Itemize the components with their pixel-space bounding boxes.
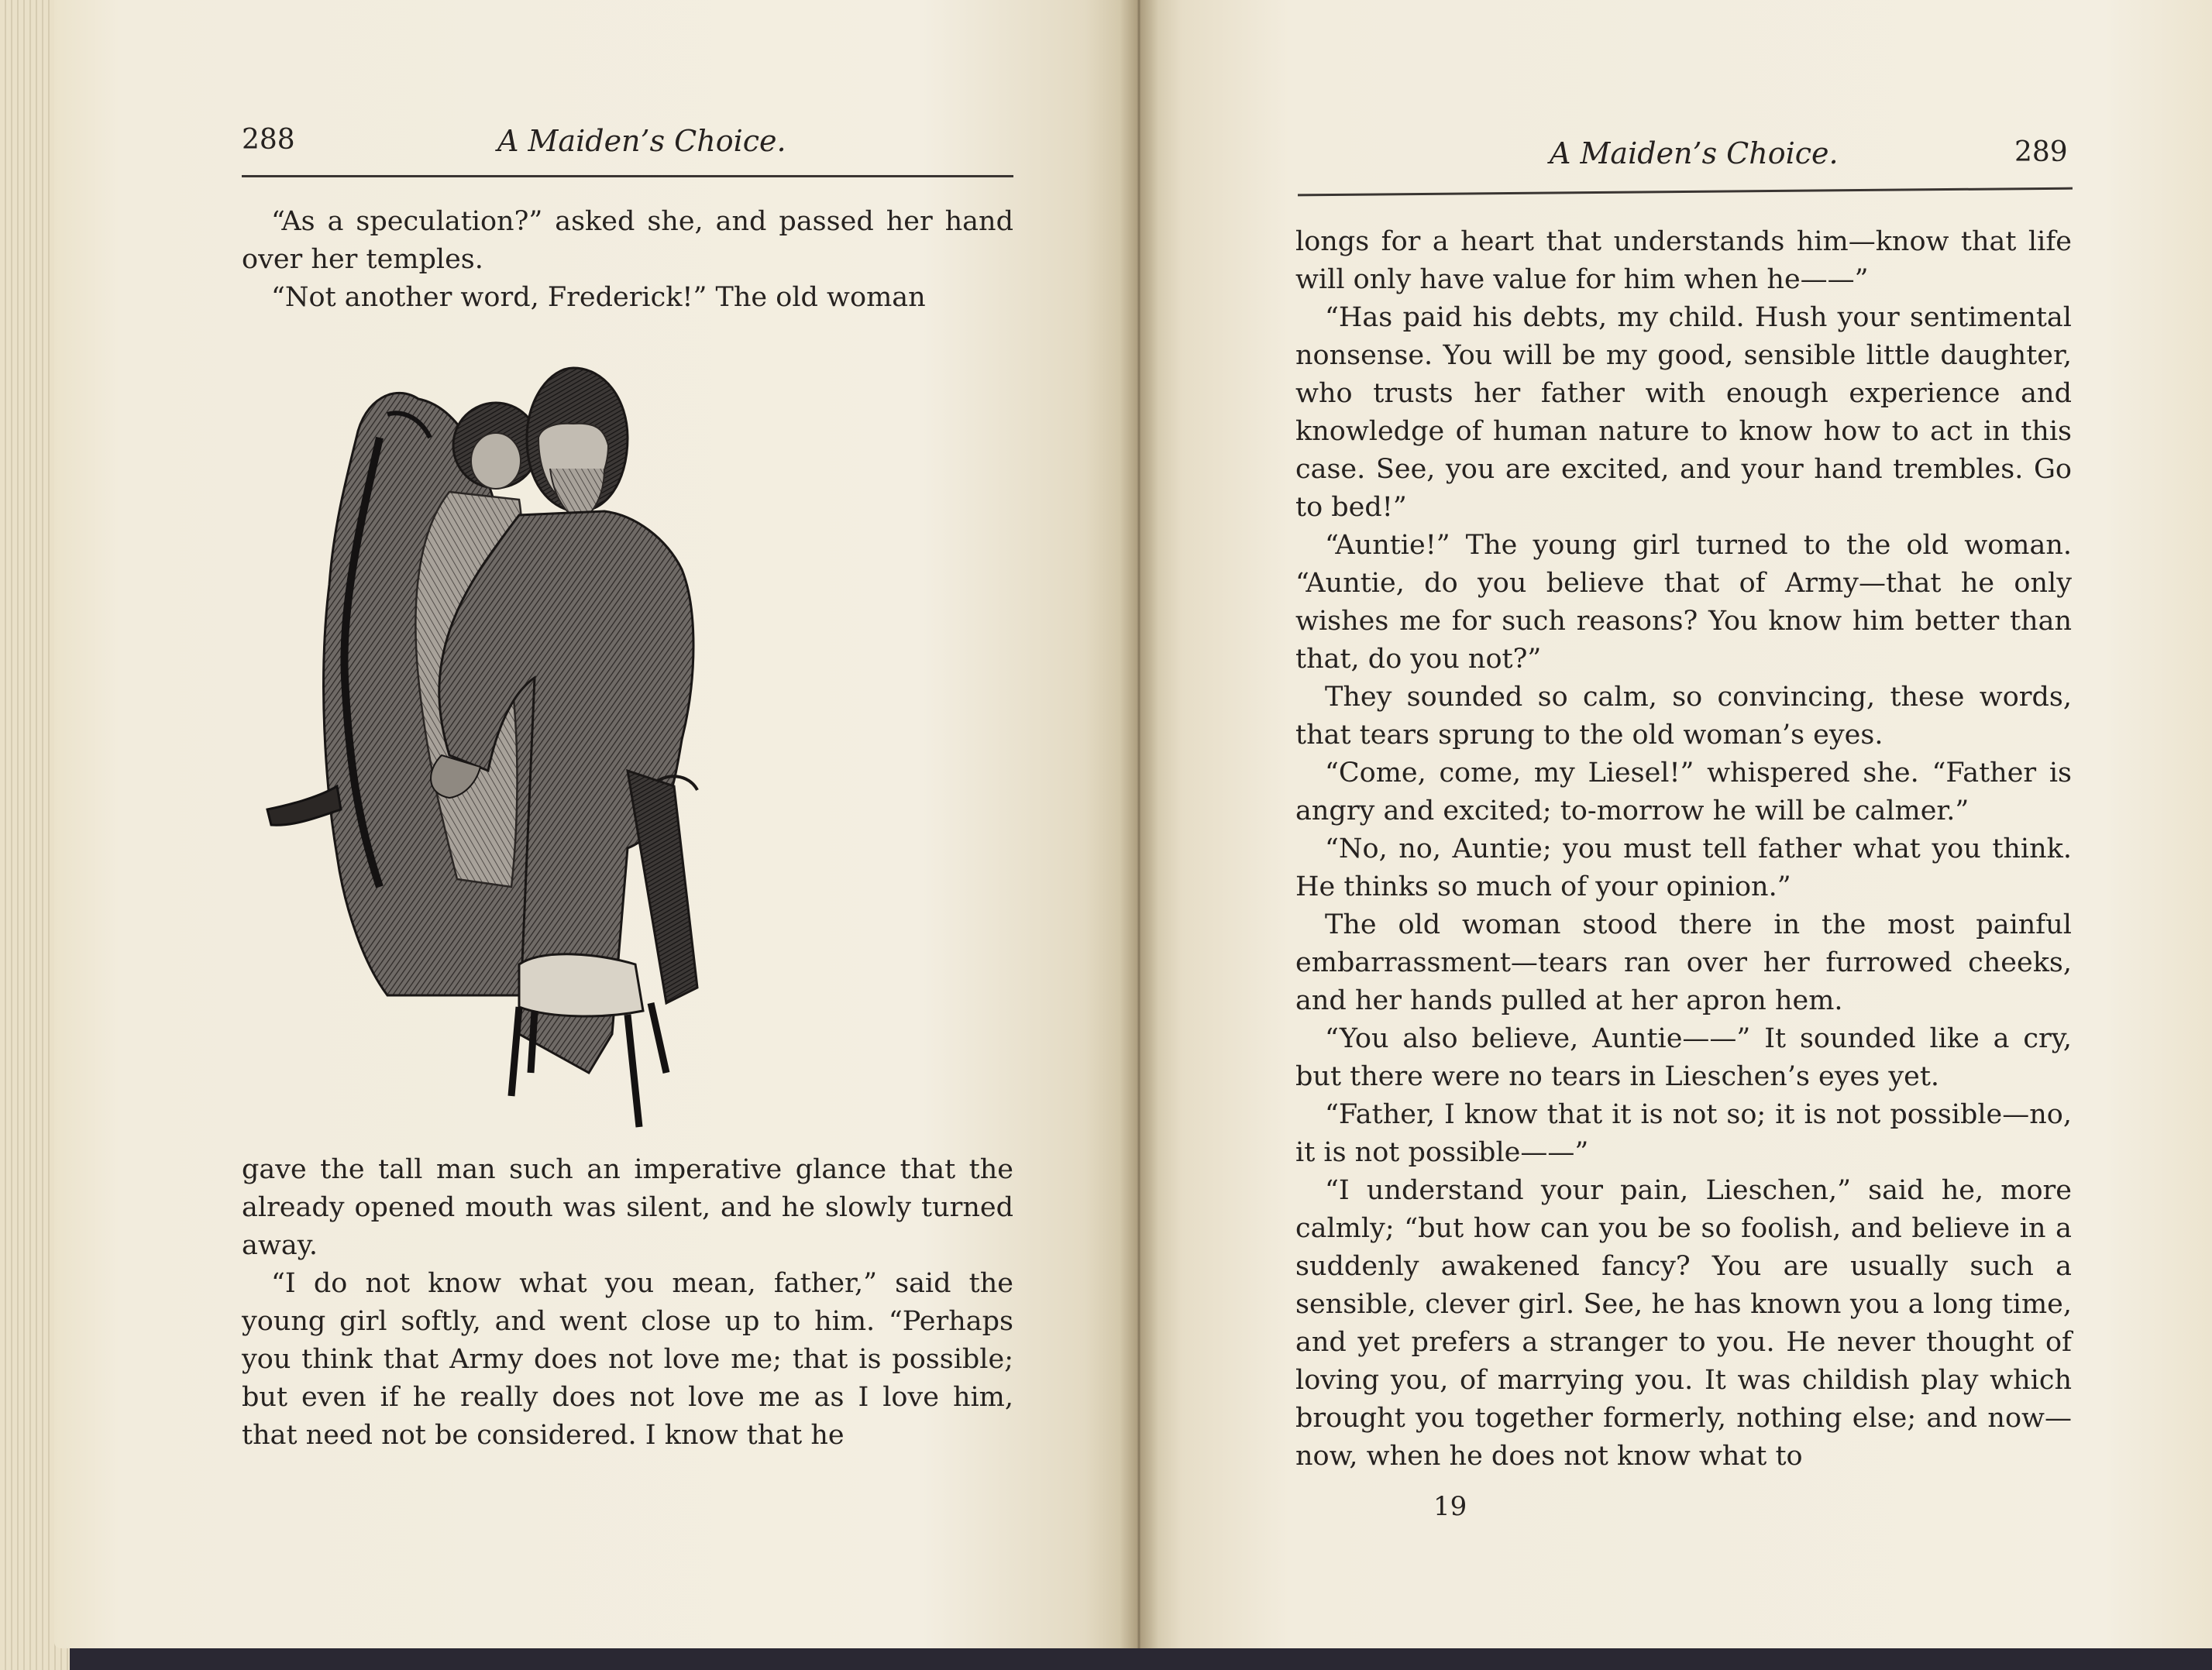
paragraph: “Auntie!” The young girl turned to the old woman. “Auntie, do you believe that of Army—that he only wishes me for such reasons? You know him better than that, do you not?” (1295, 530, 2072, 675)
left-running-title: A Maiden’s Choice. (497, 124, 786, 158)
right-text (1295, 223, 2072, 1476)
book-gutter (1120, 0, 1158, 1648)
signature-mark: 19 (1433, 1491, 1467, 1522)
paragraph: “Come, come, my Liesel!” whispered she. “Father is angry and excited; to-morrow he will be calmer.” (1295, 758, 2072, 826)
paragraph: “Not another word, Frederick!” The old woman (271, 282, 926, 313)
left-head-rule (242, 175, 1013, 177)
paragraph: “As a speculation?” asked she, and passed her hand over her temples. (242, 206, 1013, 275)
paragraph: The old woman stood there in the most painful embarrassment—tears ran over her furrowed cheeks, and her hands pulled at her apron hem. (1295, 909, 2072, 1016)
paragraph: “You also believe, Auntie——” It sounded like a cry, but there were no tears in Lieschen’s eyes yet. (1295, 1023, 2072, 1092)
paragraph: “Father, I know that it is not so; it is not possible—no, it is not possible——” (1295, 1099, 2072, 1168)
left-page-number: 288 (242, 124, 295, 156)
right-running-title: A Maiden’s Choice. (1550, 136, 1839, 170)
paragraph: “I understand your pain, Lieschen,” said he, more calmly; “but how can you be so foolish, and believe in a suddenly awakened fancy? You are usually such a sensible, clever girl. See, he has known you a long time, and yet prefers a stranger to you. He never thought of loving you, of marrying you. It was childish play which brought you together formerly, nothing else; and now—now, when he does not know what to (1295, 1175, 2072, 1472)
paragraph: gave the tall man such an imperative glance that the already opened mouth was silent, and he slowly turned away. (242, 1154, 1013, 1261)
right-running-head (1294, 136, 2076, 191)
paragraph: They sounded so calm, so convincing, these words, that tears sprung to the old woman’s eyes. (1295, 682, 2072, 751)
paragraph: longs for a heart that understands him—know that life will only have value for him when he——” (1295, 226, 2072, 295)
left-bottom-text (242, 1151, 1013, 1455)
engraving-illustration (263, 352, 1007, 1131)
paragraph: “Has paid his debts, my child. Hush your sentimental nonsense. You will be my good, sensible little daughter, who trusts her father with enough experience and knowledge of human nature to know how to act in this case. See, you are excited, and your hand trembles. Go to bed!” (1295, 302, 2072, 523)
paragraph: “No, no, Auntie; you must tell father what you think. He thinks so much of your opinion.” (1295, 833, 2072, 902)
right-page-number: 289 (2014, 136, 2068, 168)
left-running-head (242, 124, 1017, 178)
left-top-text (242, 203, 1013, 317)
paragraph: “I do not know what you mean, father,” said the young girl softly, and went close up to him. “Perhaps you think that Army does not love me; that is possible; but even if he really does not love me as I love him, that need not be considered. I know that he (242, 1268, 1013, 1451)
